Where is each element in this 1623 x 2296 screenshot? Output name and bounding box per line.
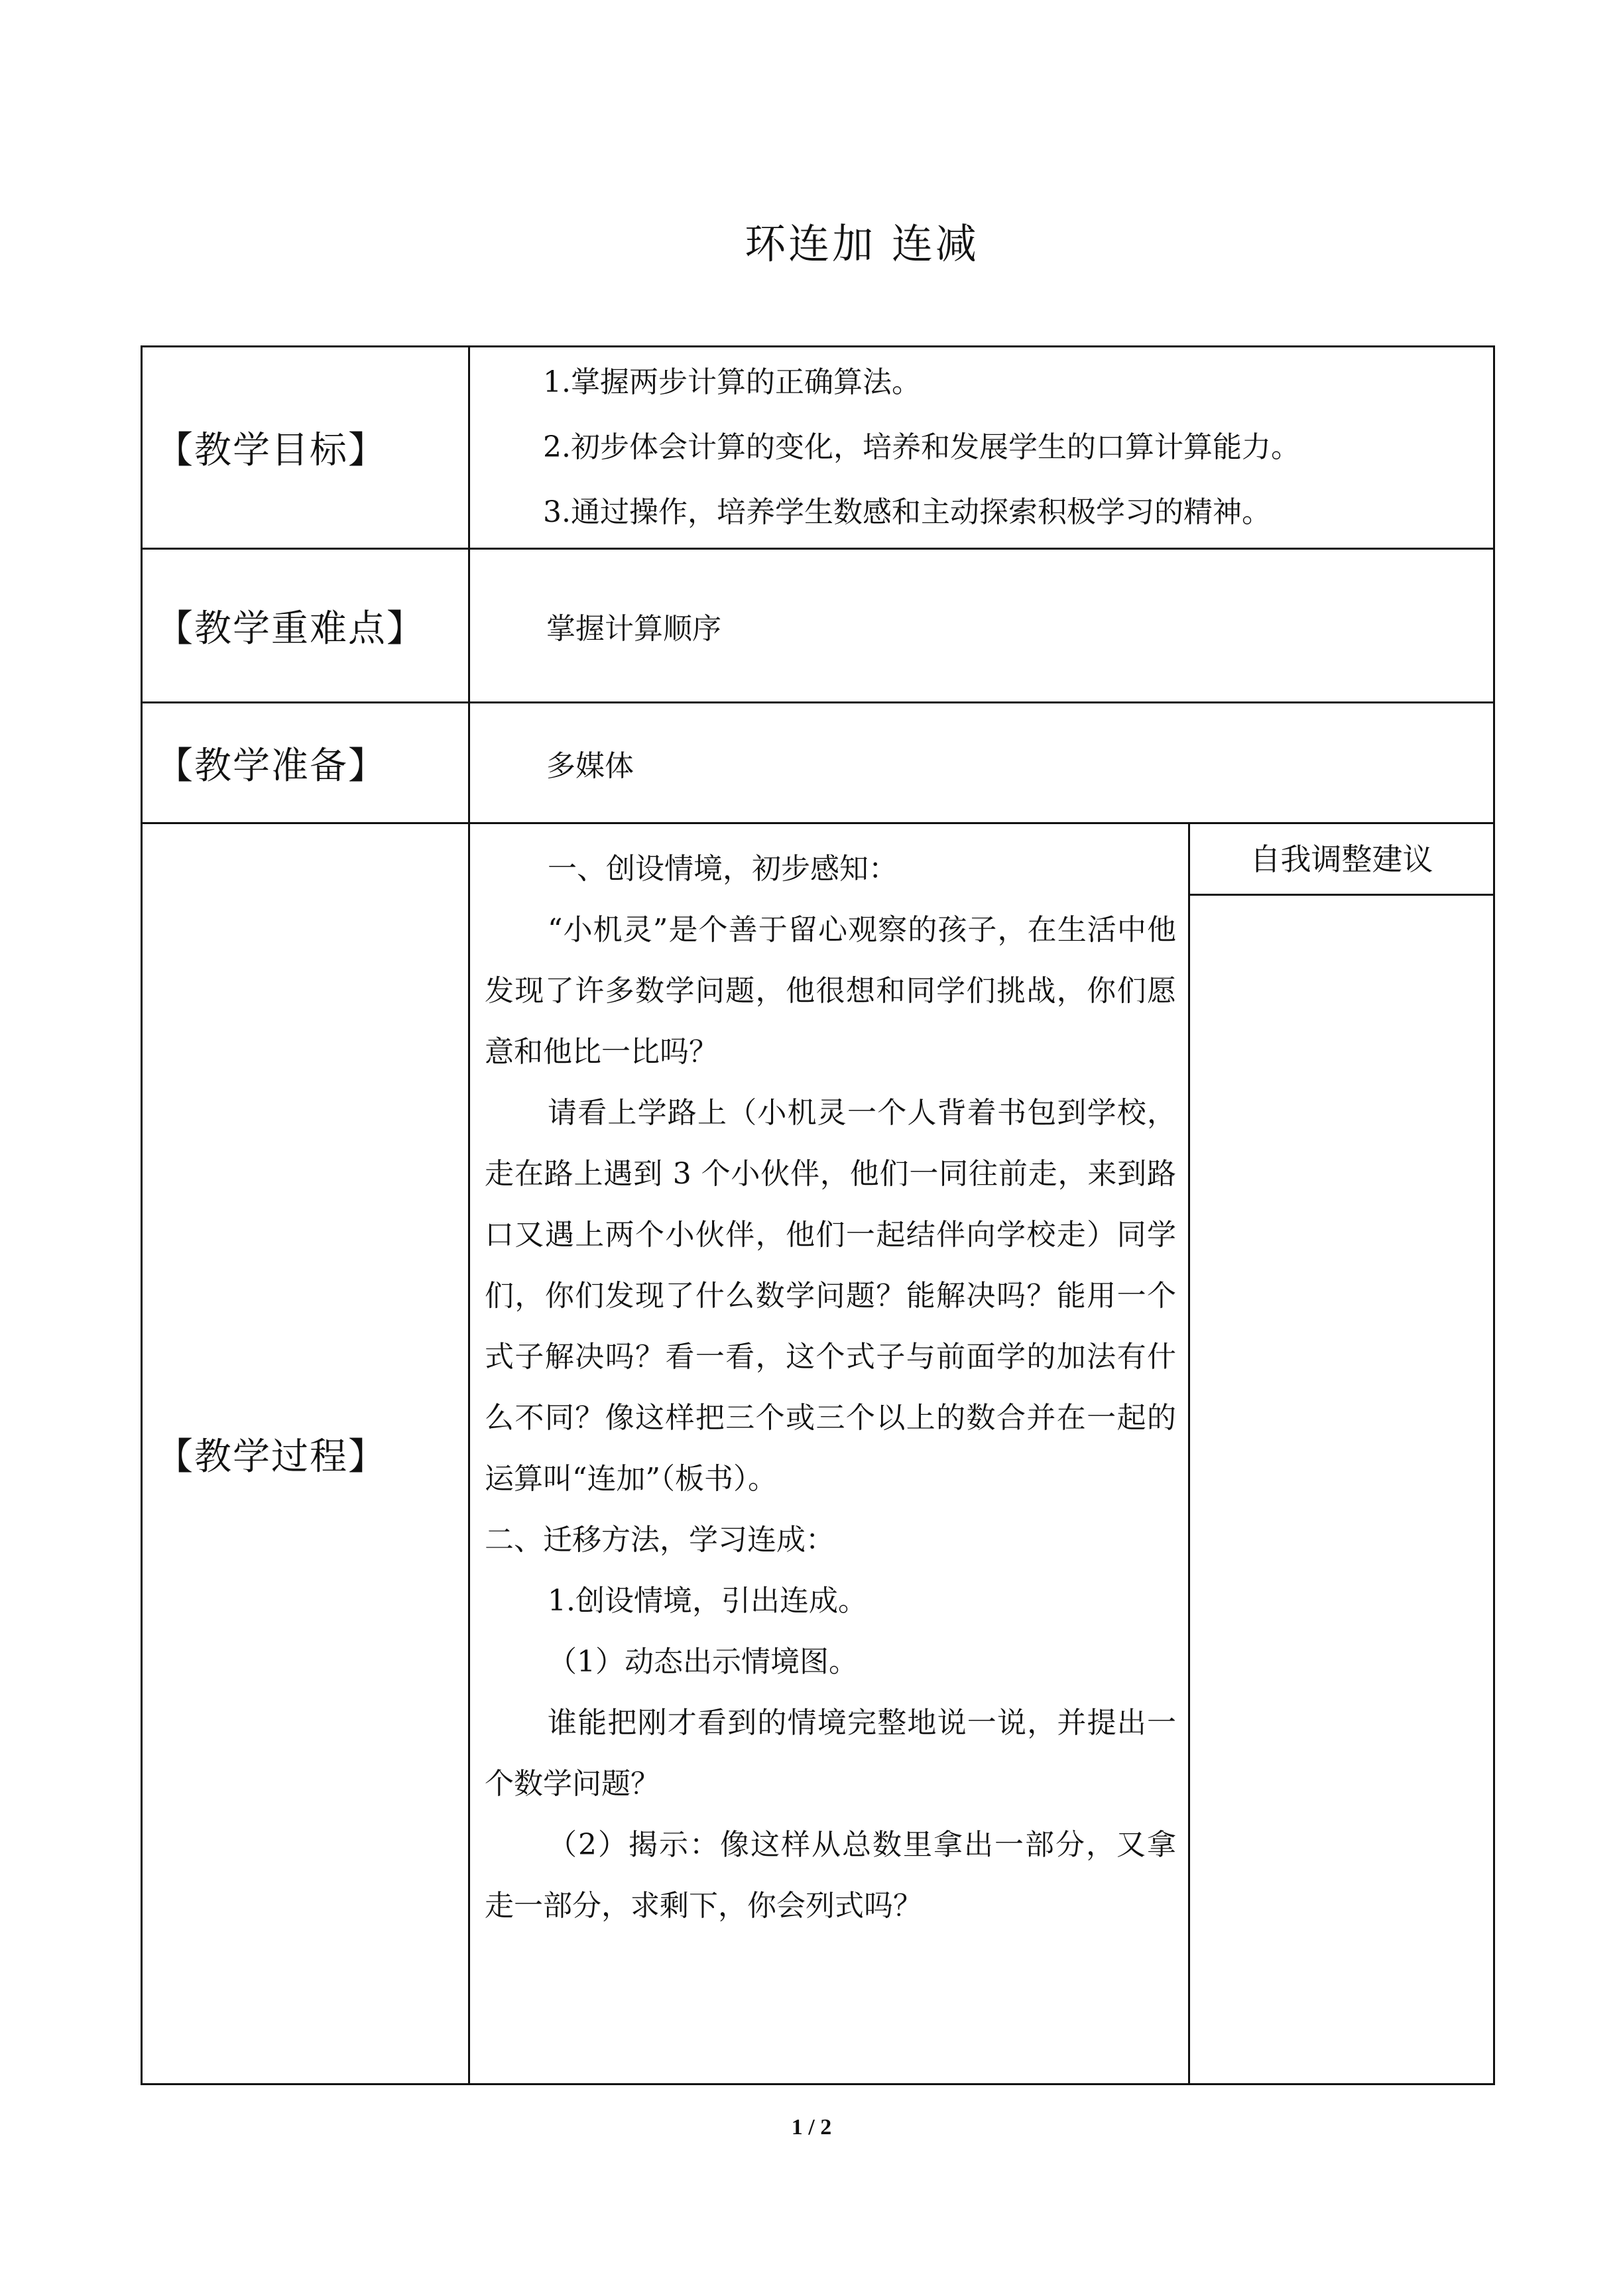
objective-item: 2.初步体会计算的变化，培养和发展学生的口算计算能力。 [543, 430, 1300, 464]
objectives-content [469, 347, 1494, 549]
objective-item: 1.掌握两步计算的正确算法。 [543, 365, 921, 399]
process-paragraph: 二、迁移方法，学习连成： [485, 1523, 835, 1557]
preparation-content: 多媒体 [469, 703, 1494, 823]
process-paragraph: “小机灵”是个善于留心观察的孩子，在生活中他发现了许多数学问题，他很想和同学们挑战，你们愿意和他比一比吗？ [485, 913, 1176, 1069]
key-points-label: 【教学重难点】 [142, 549, 469, 703]
process-paragraph: 请看上学路上（小机灵一个人背着书包到学校，走在路上遇到 3 个小伙伴，他们一同往前走，来到路口又遇上两个小伙伴，他们一起结伴向学校走）同学们，你们发现了什么数学问题？能解决吗？能用一个式子解决吗？看一看，这个式子与前面学的加法有什么不同？像这样把三个或三个以上的数合并在一起的运算叫“连加”（板书）。 [485, 1096, 1176, 1496]
process-paragraph: 1.创设情境，引出连成。 [548, 1584, 867, 1618]
preparation-row [142, 703, 1494, 823]
key-points-row [142, 549, 1494, 703]
self-adjust-column [1189, 823, 1494, 2085]
preparation-label: 【教学准备】 [142, 703, 469, 823]
process-label: 【教学过程】 [142, 823, 469, 2085]
key-points-content: 掌握计算顺序 [469, 549, 1494, 703]
objectives-label: 【教学目标】 [142, 347, 469, 549]
process-paragraph: 谁能把刚才看到的情境完整地说一说，并提出一个数学问题？ [485, 1706, 1176, 1801]
process-paragraph: 一、创设情境，初步感知： [548, 852, 898, 886]
page-title: 环连加 连减 [745, 219, 979, 268]
objective-item: 3.通过操作，培养学生数感和主动探索积极学习的精神。 [543, 495, 1271, 529]
process-row [142, 823, 1494, 2085]
page-number: 1 / 2 [791, 2115, 832, 2140]
lesson-plan-table [141, 345, 1495, 2085]
process-content [469, 823, 1189, 2085]
self-adjust-header: 自我调整建议 [1190, 824, 1493, 896]
process-paragraph: （2）揭示：像这样从总数里拿出一部分，又拿走一部分，求剩下，你会列式吗？ [485, 1828, 1176, 1923]
objectives-row [142, 347, 1494, 549]
process-paragraph: （1）动态出示情境图。 [548, 1645, 858, 1679]
